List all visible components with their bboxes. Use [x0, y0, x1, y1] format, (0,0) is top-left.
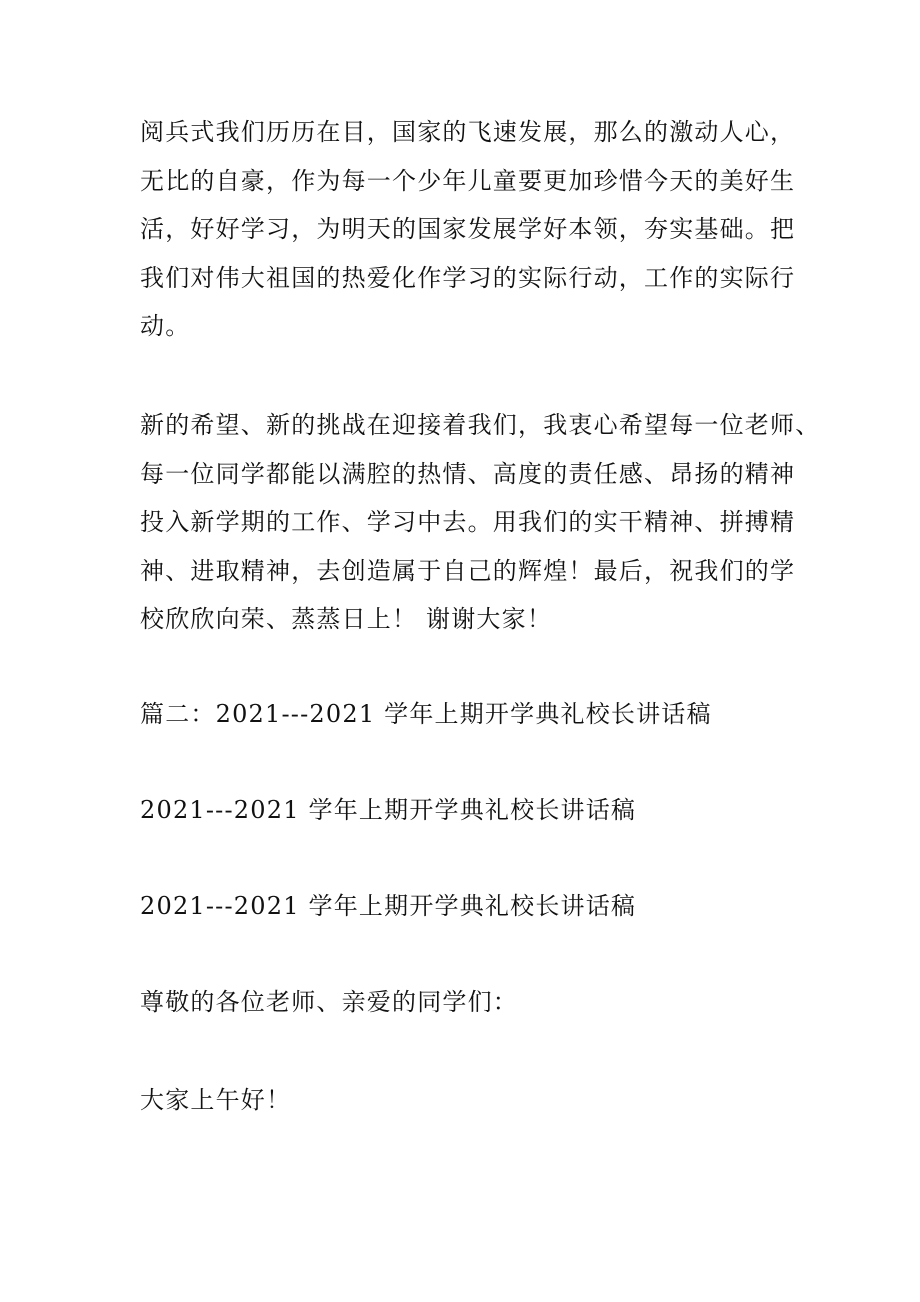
paragraph-line: 活，好好学习，为明天的国家发展学好本领，夯实基础。把	[140, 215, 796, 243]
paragraph-line: 我们对伟大祖国的热爱化作学习的实际行动，工作的实际行	[140, 263, 796, 292]
paragraph-line: 神、进取精神，去创造属于自己的辉煌！最后，祝我们的学	[140, 556, 796, 585]
paragraph-line: 无比的自豪，作为每一个少年儿童要更加珍惜今天的美好生	[140, 166, 796, 195]
paragraph-line: 投入新学期的工作、学习中去。用我们的实干精神、拼搏精	[140, 508, 796, 536]
section-heading: 篇二：2021---2021 学年上期开学典礼校长讲话稿	[140, 700, 712, 728]
paragraph-new-hope	[140, 401, 821, 644]
paragraph-line: 阅兵式我们历历在目，国家的飞速发展，那么的激动人心，	[140, 118, 796, 146]
salutation: 尊敬的各位老师、亲爱的同学们：	[140, 988, 518, 1016]
paragraph-line: 每一位同学都能以满腔的热情、高度的责任感、昂扬的精神	[140, 459, 796, 488]
paragraph-closing-remarks	[140, 108, 812, 351]
greeting: 大家上午好！	[140, 1086, 292, 1114]
speech-title: 2021---2021 学年上期开学典礼校长讲话稿	[140, 796, 637, 824]
paragraph-line: 新的希望、新的挑战在迎接着我们，我衷心希望每一位老师、	[140, 411, 821, 439]
paragraph-line: 动。	[140, 312, 191, 340]
speech-title-repeat: 2021---2021 学年上期开学典礼校长讲话稿	[140, 892, 637, 920]
paragraph-line: 校欣欣向荣、蒸蒸日上！ 谢谢大家！	[140, 605, 553, 633]
